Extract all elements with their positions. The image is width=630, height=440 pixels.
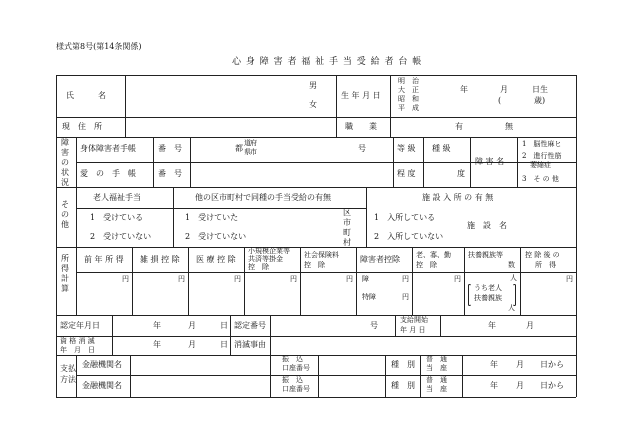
col-after-deduction-2: 所 得 (535, 261, 556, 269)
birth-year: 年 (460, 85, 468, 94)
col-medical-deduction: 医 療 控 除 (196, 255, 236, 264)
transfer-label-2b: 口座番号 (282, 385, 310, 393)
pref-to: 都 (235, 144, 243, 153)
facility-option-1: 1 入所している (374, 213, 436, 222)
disability-option-1: 1 脳性麻ヒ (522, 140, 562, 148)
bank-label-2: 金融機関名 (82, 381, 122, 390)
lost-month: 月 (188, 340, 196, 349)
pay-month-1: 月 (516, 360, 524, 369)
transfer-label-2a: 振 込 (282, 376, 303, 384)
form-title: 心 身 障 害 者 福 祉 手 当 受 給 者 台 帳 (232, 57, 423, 67)
address-label: 現 住 所 (62, 122, 102, 131)
income-calc-side-label: 所 得 計 算 (61, 254, 69, 293)
occupation-yes: 有 (455, 122, 463, 131)
type-label-2: 種 別 (391, 381, 415, 390)
yen-4: 円 (290, 275, 297, 283)
grade-label: 等 級 (397, 144, 416, 153)
birth-day: 日生 (532, 85, 548, 94)
lost-reason-label: 消滅事由 (234, 340, 266, 349)
transfer-label-1a: 振 込 (282, 355, 303, 363)
pay-year-1: 年 (490, 360, 498, 369)
facility-name-label: 施 設 名 (467, 221, 507, 230)
futsu-2: 普 通 (426, 376, 447, 384)
pay-from-1: 日から (540, 360, 564, 369)
other-city-label: 他の区市町村で同種の手当受給の有無 (195, 193, 331, 202)
lost-year: 年 (153, 340, 161, 349)
other-city-option-1: 1 受けていた (185, 213, 239, 222)
techo-number-label: 番 号 (158, 144, 182, 153)
col-casualty-deduction: 雑 損 控 除 (140, 255, 180, 264)
physical-techo-label: 身体障害者手帳 (80, 144, 136, 153)
pay-start-year: 年 (488, 321, 496, 330)
pay-from-2: 日から (540, 381, 564, 390)
col-small-biz-1: 小規模企業等 (248, 247, 290, 255)
yen-3: 円 (234, 275, 241, 283)
col-social-ins-1: 社会保険料 (304, 251, 339, 259)
facility-option-2: 2 入所していない (374, 232, 444, 241)
disability-status-side-label: 障 害 の 状 況 (61, 138, 69, 187)
ryoiku-techo-label: 愛 の 手 帳 (80, 169, 136, 178)
cert-month: 月 (188, 321, 196, 330)
yen-6: 円 (402, 275, 409, 283)
toza-1: 当 座 (426, 364, 447, 372)
cert-date-label: 認定年月日 (60, 321, 100, 330)
yen-1: 円 (122, 275, 129, 283)
other-side-label: そ の 他 (61, 200, 69, 229)
col-small-biz-2: 共済等掛金 (248, 255, 283, 263)
dependents-elder: 扶養親族 (474, 294, 502, 302)
name-label: 氏 名 (66, 91, 106, 100)
cert-day: 日 (220, 321, 228, 330)
disability-option-2: 2 進行性筋 (522, 152, 562, 160)
col-prev-income: 前 年 所 得 (84, 255, 124, 264)
col-elder-widow-2: 控 除 (416, 261, 437, 269)
pay-start-month: 月 (526, 321, 534, 330)
birth-label: 生 年 月 日 (341, 91, 381, 100)
col-disabled-deduction: 障害者控除 (360, 255, 400, 264)
elder-welfare-label: 老人福祉手当 (93, 193, 141, 202)
futsu-1: 普 通 (426, 355, 447, 363)
era-heisei: 平 成 (398, 104, 419, 112)
pay-start-label-1: 支給開始 (400, 316, 428, 324)
transfer-label-1b: 口座番号 (282, 364, 310, 372)
lost-label-2: 年 月 日 (60, 346, 95, 354)
cert-year: 年 (153, 321, 161, 330)
occupation-no: 無 (505, 122, 513, 131)
pref-do: 道 (244, 139, 251, 147)
age-open: ( (498, 96, 502, 105)
people-unit: 人 (508, 304, 515, 312)
lost-label-1: 資 格 消 滅 (60, 337, 95, 345)
pref-ken: 県 (244, 148, 251, 156)
kushichoson-label: 区 市 町 村 (343, 208, 351, 247)
birth-month: 月 (500, 85, 508, 94)
pref-shi: 市 (250, 148, 257, 156)
pref-fu: 府 (250, 139, 257, 147)
col-elder-widow-1: 老、寡、勤 (416, 251, 451, 259)
sex-male: 男 (309, 81, 317, 90)
disabled-mark: 障 (362, 275, 369, 283)
uchi-elder: うち老人 (474, 284, 502, 292)
elder-option-2: 2 受けていない (90, 232, 152, 241)
disability-option-3: 3 そ の 他 (522, 175, 559, 183)
kind-grade-label: 種 級 (432, 144, 451, 153)
bracket-left (468, 284, 471, 306)
cert-go: 号 (370, 321, 378, 330)
toza-2: 当 座 (426, 385, 447, 393)
yen-7: 円 (402, 293, 409, 301)
other-city-option-2: 2 受けていない (185, 232, 247, 241)
cert-no-label: 認定番号 (234, 321, 266, 330)
form-number: 様式第8号(第14条関係) (56, 42, 142, 51)
age-close: 歳) (534, 96, 546, 105)
facility-presence-label: 施 設 入 所 の 有 無 (422, 193, 494, 202)
yen-9: 円 (566, 275, 573, 283)
pay-start-label-2: 年 月 日 (400, 326, 426, 334)
techo-go: 号 (358, 144, 366, 153)
degree-label: 程 度 (397, 169, 416, 178)
col-dependents-2: 数 (508, 261, 515, 269)
yen-2: 円 (178, 275, 185, 283)
elder-option-1: 1 受けている (90, 213, 144, 222)
disability-name-label: 障 害 名 (475, 157, 505, 166)
yen-5: 円 (346, 275, 353, 283)
col-small-biz-3: 控 除 (248, 263, 269, 271)
col-after-deduction-1: 控 除 後 の (525, 251, 560, 259)
payment-label-2: 方法 (60, 375, 76, 384)
person-unit: 人 (510, 274, 517, 282)
pay-year-2: 年 (490, 381, 498, 390)
yen-8: 円 (454, 275, 461, 283)
payment-label-1: 支払 (60, 364, 76, 373)
disability-option-2-cont: 萎縮症 (530, 161, 551, 169)
col-dependents-1: 扶養親族等 (468, 251, 503, 259)
era-meiji: 明 治 (398, 77, 419, 85)
degree-unit: 度 (457, 169, 465, 178)
bracket-right (513, 284, 516, 306)
occupation-label: 職 業 (345, 122, 377, 131)
era-showa: 昭 和 (398, 95, 419, 103)
type-label-1: 種 別 (391, 360, 415, 369)
col-social-ins-2: 控 除 (304, 261, 325, 269)
pay-month-2: 月 (516, 381, 524, 390)
ryoiku-number-label: 番 号 (158, 169, 182, 178)
special-disabled-mark: 特障 (362, 293, 376, 301)
era-taisho: 大 正 (398, 86, 419, 94)
bank-label-1: 金融機関名 (82, 360, 122, 369)
sex-female: 女 (309, 100, 317, 109)
lost-day: 日 (220, 340, 228, 349)
